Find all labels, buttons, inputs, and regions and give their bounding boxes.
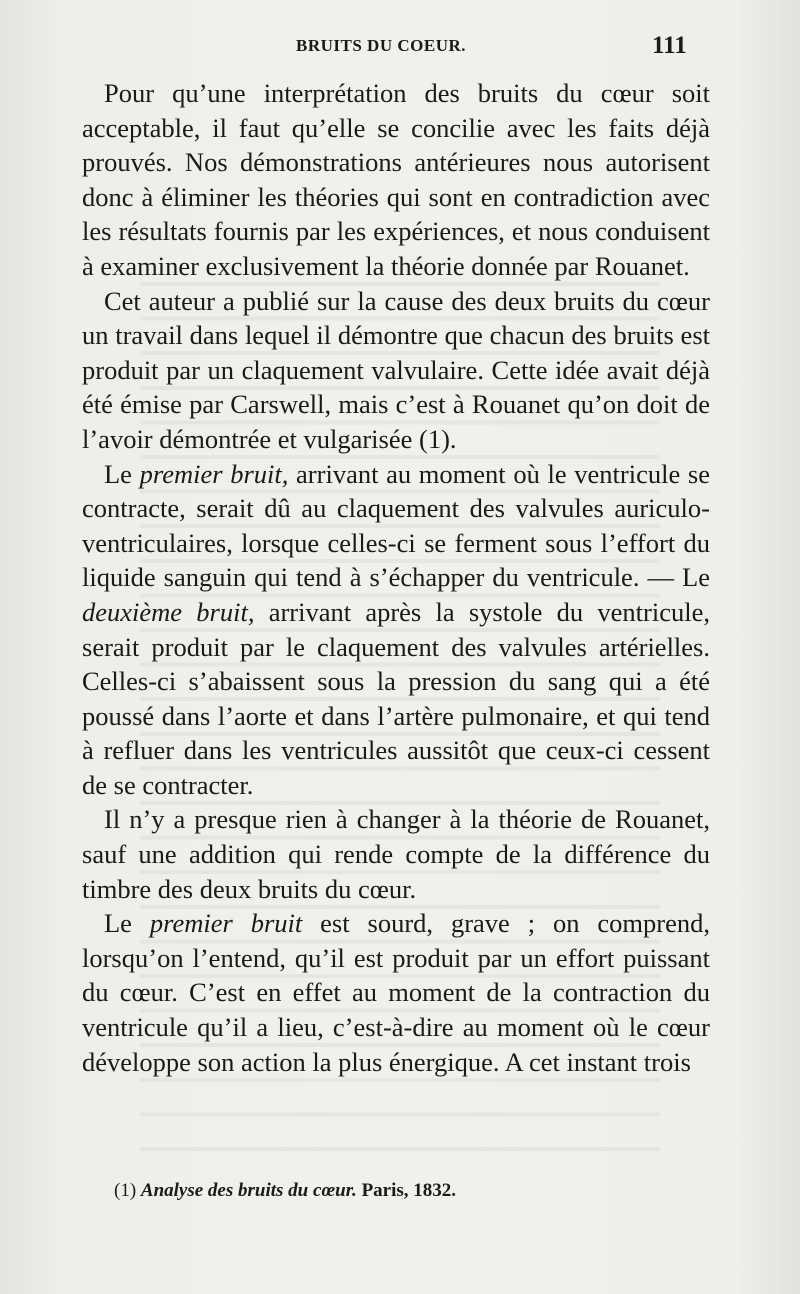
text-run: Pour qu’une interprétation des bruits du cœur soit acceptable, il faut qu’elle se concilie avec les faits déjà prouvés. Nos démonstrations antérieures nous autorisent donc à éliminer les théories qui sont en contradiction avec les résultats fournis par les expériences, et nous conduisent à examiner exclusivement la théorie donnée par Rouanet.	[82, 78, 710, 281]
italic-term: premier bruit,	[139, 458, 289, 489]
text-run: Cet auteur a publié sur la cause des deux bruits du cœur un travail dans lequel il démontre que chacun des bruits est produit par un claquement valvulaire. Cette idée avait déjà été émise par Carswell, mais c’est à Rouanet qu’on doit de l’avoir démontrée et vulgarisée (1).	[82, 285, 710, 454]
italic-term: deuxième bruit,	[82, 596, 255, 627]
text-run: Le	[104, 458, 140, 489]
text-run: Le	[104, 908, 150, 939]
text-run: Il n’y a presque rien à changer à la théorie de Rouanet, sauf une addition qui rende compte de la différence du timbre des deux bruits du cœur.	[82, 804, 710, 904]
footnote	[114, 1180, 456, 1202]
paragraph	[82, 802, 710, 906]
paragraph	[82, 906, 710, 1079]
text-run: est sourd, grave ; on comprend, lorsqu’on l’entend, qu’il est produit par un effort puissant du cœur. C’est en effet au moment de la contraction du ventricule qu’il a lieu, c’est-à-dire au moment où le cœur développe son action la plus énergique. A cet instant trois	[82, 908, 710, 1077]
italic-term: premier bruit	[149, 908, 303, 939]
paragraph	[82, 457, 710, 803]
body-text	[82, 76, 710, 1079]
paragraph	[82, 76, 710, 284]
footnote-marker: (1)	[114, 1180, 137, 1201]
text-run: arrivant après la systole du ventricule, serait produit par le claquement des valvules artérielles. Celles-ci s’abaissent sous la pression du sang qui a été poussé dans l’aorte et dans l’artère pulmonaire, et qui tend à refluer dans les ventricules aussitôt que ceux-ci cessent de se contracter.	[82, 596, 710, 800]
paragraph	[82, 284, 710, 457]
footnote-place-date: Paris, 1832.	[361, 1180, 457, 1201]
running-title: BRUITS DU COEUR.	[296, 36, 466, 55]
text-run: arrivant au moment où le ventricule se contracte, serait dû au claquement des valvules auriculo-ventriculaires, lorsque celles-ci se ferment sous l’effort du liquide sanguin qui tend à s’échapper du ventricule. — Le	[82, 458, 710, 593]
page-header	[0, 32, 800, 62]
footnote-title: Analyse des bruits du cœur.	[140, 1180, 357, 1201]
page-number: 111	[652, 32, 687, 59]
